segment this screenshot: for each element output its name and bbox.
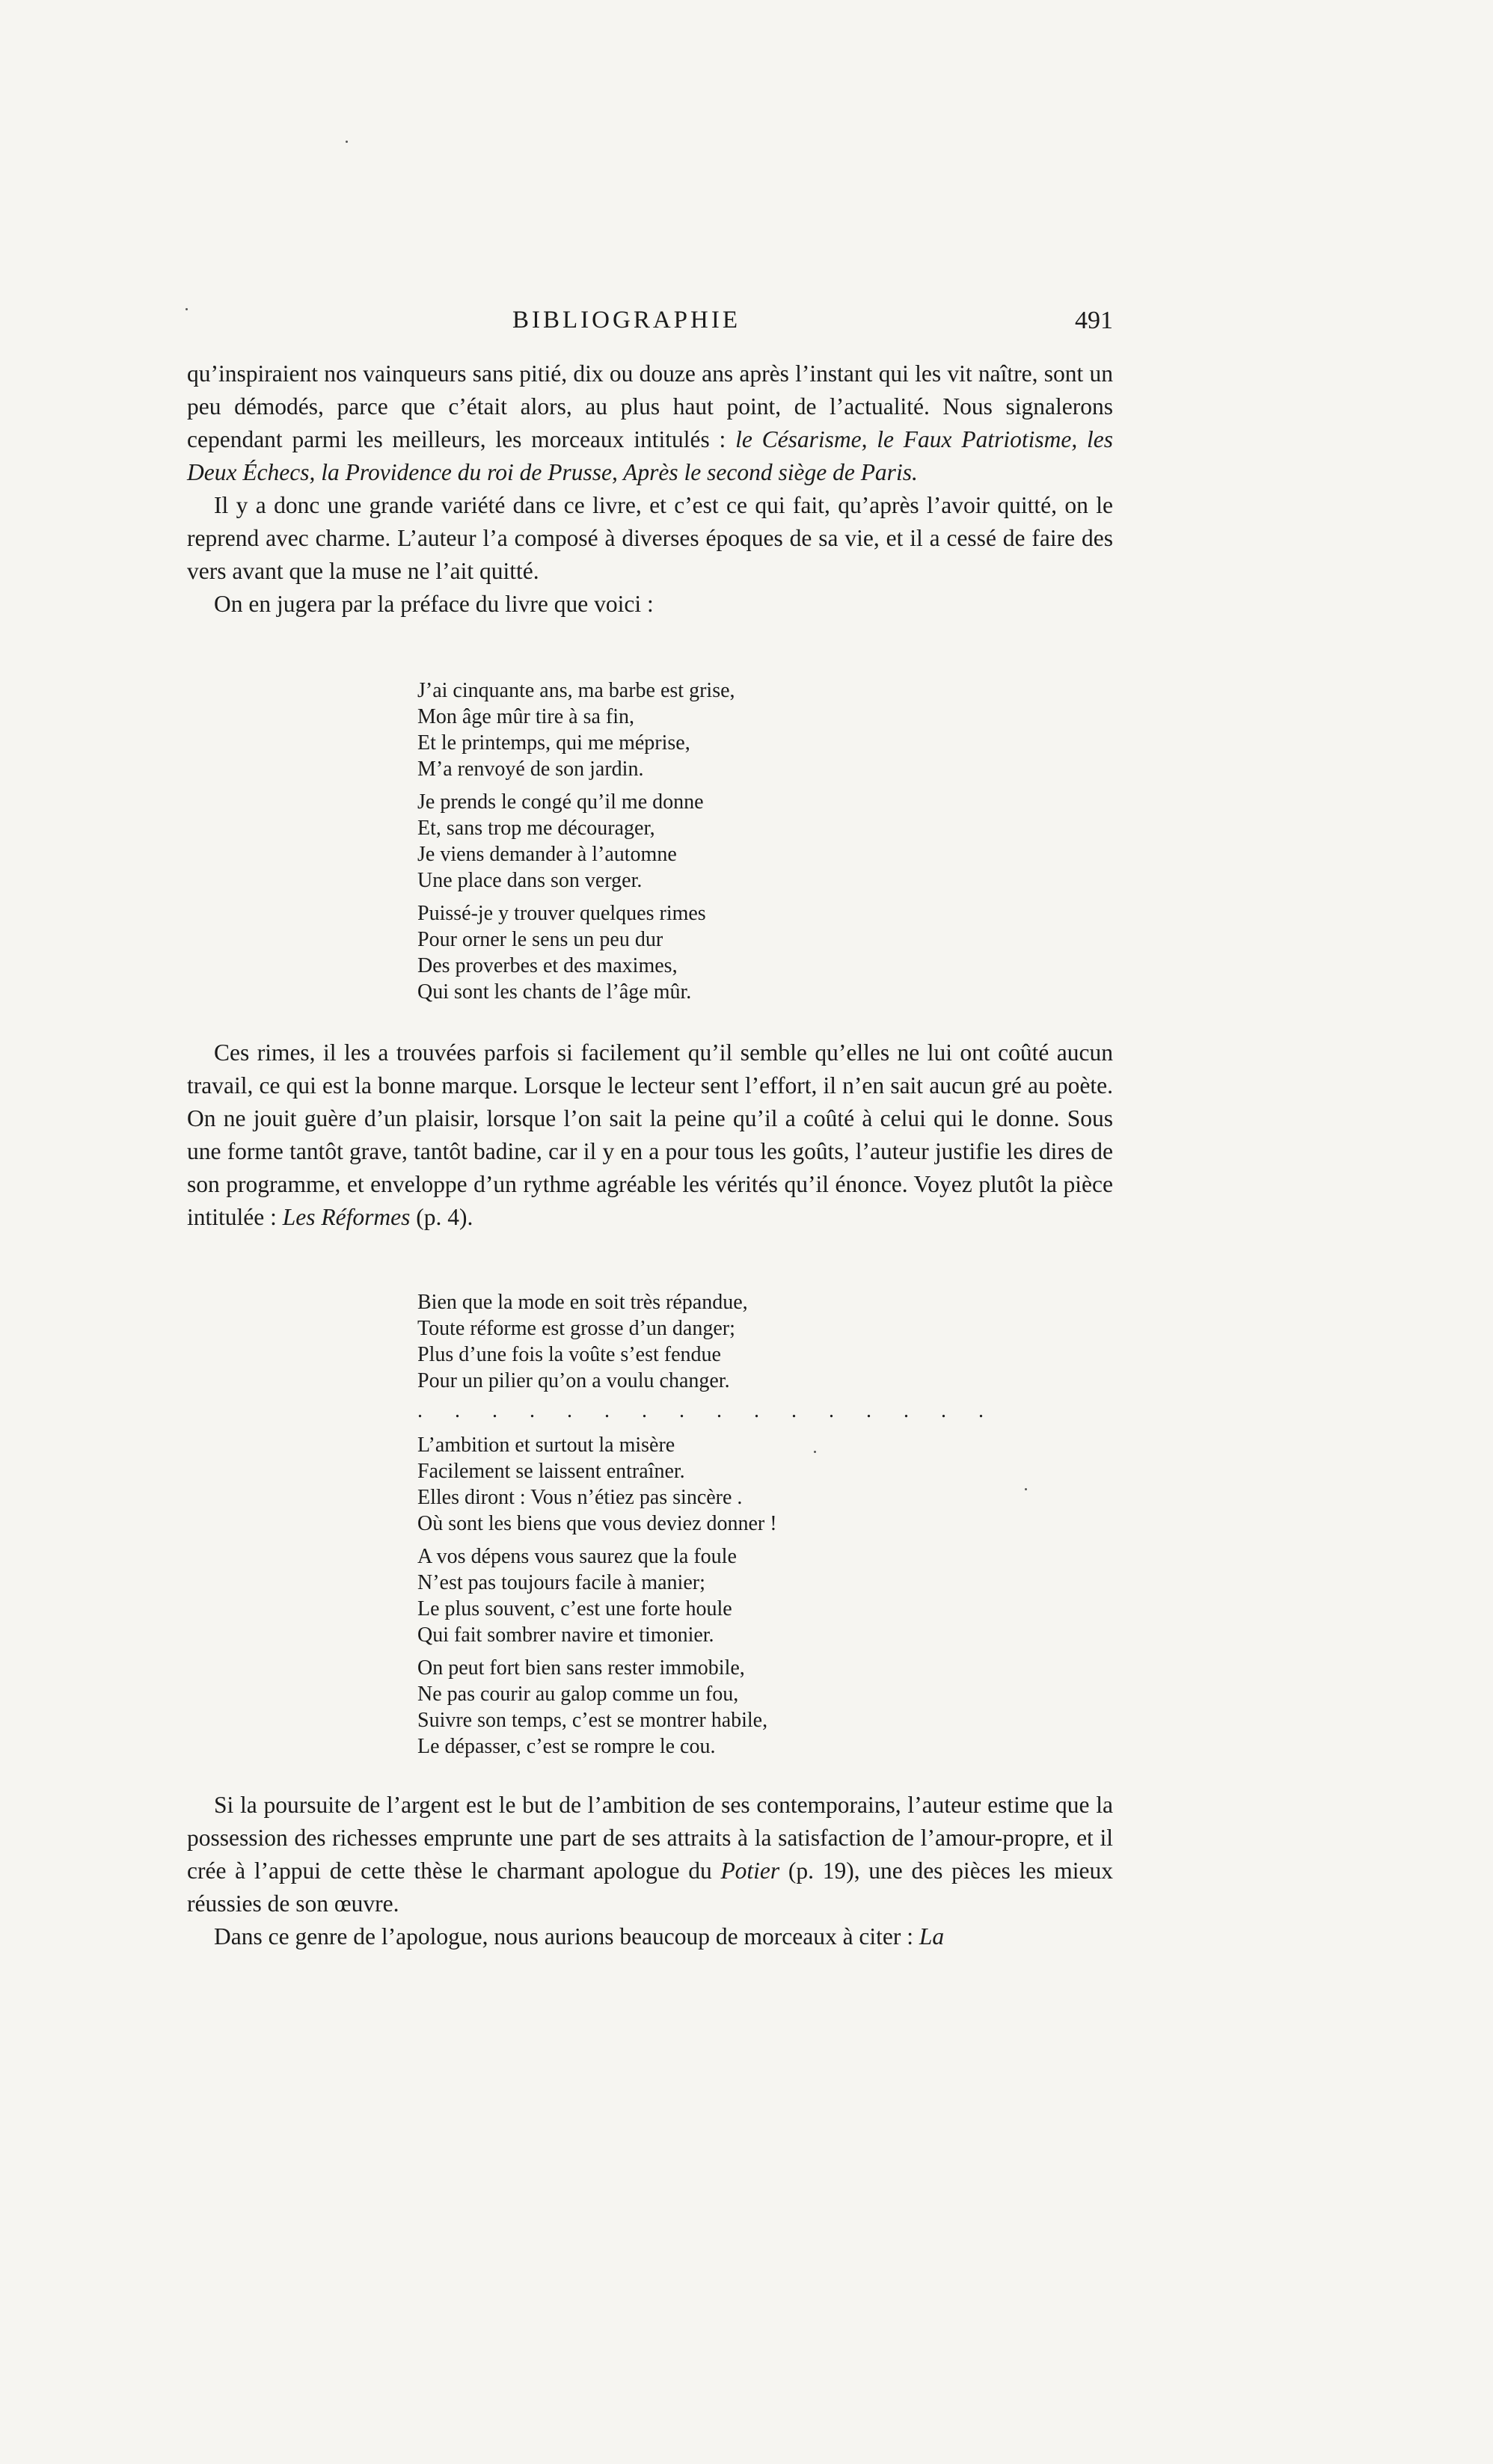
ellipsis-row: . . . . . . . . . . . . . . . . <box>417 1399 997 1422</box>
paragraph-5-text: Si la poursuite de l’argent est le but de l’ambition de ses contemporains, l’auteur estime que la possession des richesses emprunte une part de ses attraits à la satisfaction de l’amour-propre, et il crée à l’appui de cette thèse le charmant apologue du <box>187 1792 1113 1884</box>
verse-line: Et, sans trop me décourager, <box>417 817 655 840</box>
paragraph-4-ref: (p. 4). <box>410 1204 473 1230</box>
prose-block-1 <box>187 357 1113 621</box>
stanza <box>417 1543 956 1648</box>
poem-reformes <box>417 1289 997 1766</box>
stanza <box>417 678 956 782</box>
paragraph-6-italic: La <box>919 1923 945 1950</box>
prose-block-2 <box>187 1036 1113 1234</box>
paragraph-5-ref: (p. 19), une des pièces les mieux réussies de son œuvre. <box>187 1858 1113 1917</box>
verse-line: Mon âge mûr tire à sa fin, <box>417 705 635 728</box>
verse-line: Pour orner le sens un peu dur <box>417 928 663 951</box>
poem-preface <box>417 678 956 1012</box>
verse-line: Une place dans son verger. <box>417 869 643 892</box>
verse-line: Suivre son temps, c’est se montrer habile, <box>417 1709 768 1732</box>
paragraph-1 <box>187 357 1113 489</box>
verse-line: N’est pas toujours facile à manier; <box>417 1571 705 1594</box>
paragraph-5-title: Potier <box>720 1858 780 1884</box>
verse-line: Bien que la mode en soit très répandue, <box>417 1291 748 1314</box>
verse-line: J’ai cinquante ans, ma barbe est grise, <box>417 679 735 702</box>
paragraph-6 <box>187 1920 1113 1953</box>
paragraph-3: On en jugera par la préface du livre que voici : <box>214 591 654 617</box>
paragraph-2: Il y a donc une grande variété dans ce livre, et c’est ce qui fait, qu’après l’avoir quitté, on le reprend avec charme. L’auteur l’a composé à diverses époques de sa vie, et il a cessé de faire des vers avant que la muse ne l’ait quitté. <box>187 492 1113 584</box>
paragraph-5 <box>187 1789 1113 1920</box>
prose-block-3 <box>187 1789 1113 1953</box>
verse-line: Plus d’une fois la voûte s’est fendue <box>417 1343 721 1366</box>
verse-line: Et le printemps, qui me méprise, <box>417 731 690 755</box>
verse-line: Qui sont les chants de l’âge mûr. <box>417 980 692 1004</box>
paper-speck <box>1025 1488 1027 1490</box>
paper-speck <box>346 141 348 143</box>
verse-line: Je viens demander à l’automne <box>417 843 677 866</box>
paragraph-6-text: Dans ce genre de l’apologue, nous aurions beaucoup de morceaux à citer : <box>214 1923 919 1950</box>
stanza <box>417 1289 956 1394</box>
paragraph-4 <box>187 1036 1113 1234</box>
verse-line: Elles diront : Vous n’étiez pas sincère . <box>417 1486 743 1509</box>
verse-line: Puissé-je y trouver quelques rimes <box>417 902 706 925</box>
verse-line: Qui fait sombrer navire et timonier. <box>417 1623 714 1647</box>
page-number: 491 <box>1075 307 1113 334</box>
verse-line: Facilement se laissent entraîner. <box>417 1460 685 1483</box>
running-title: BIBLIOGRAPHIE <box>512 307 741 334</box>
verse-line: Toute réforme est grosse d’un danger; <box>417 1317 735 1340</box>
stanza <box>417 1655 956 1760</box>
stanza <box>417 1432 956 1537</box>
verse-line: Le plus souvent, c’est une forte houle <box>417 1597 732 1620</box>
verse-line: On peut fort bien sans rester immobile, <box>417 1656 745 1680</box>
paragraph-1-titles: le Césarisme, le Faux Patriotisme, les Deux Échecs, la Providence du roi de Prusse, Après le second siège de Paris. <box>187 426 1113 485</box>
verse-line: M’a renvoyé de son jardin. <box>417 758 644 781</box>
verse-line: Des proverbes et des maximes, <box>417 954 678 977</box>
paragraph-4-title: Les Réformes <box>282 1204 411 1230</box>
stanza <box>417 900 956 1005</box>
verse-line: Où sont les biens que vous deviez donner ! <box>417 1512 777 1535</box>
verse-line: Je prends le congé qu’il me donne <box>417 790 704 814</box>
verse-line: Le dépasser, c’est se rompre le cou. <box>417 1735 716 1758</box>
paragraph-1-text: qu’inspiraient nos vainqueurs sans pitié, dix ou douze ans après l’instant qui les vit naître, sont un peu démodés, parce que c’était alors, au plus haut point, de l’actualité. Nous signalerons cependant parmi les meilleurs, les morceaux intitulés : <box>187 360 1113 452</box>
verse-line: A vos dépens vous saurez que la foule <box>417 1545 737 1568</box>
verse-line: Pour un pilier qu’on a voulu changer. <box>417 1369 730 1392</box>
paragraph-4-text: Ces rimes, il les a trouvées parfois si facilement qu’il semble qu’elles ne lui ont coûté aucun travail, ce qui est la bonne marque. Lorsque le lecteur sent l’effort, il n’en sait aucun gré au poète. On ne jouit guère d’un plaisir, lorsque l’on sait la peine qu’il a coûté à celui qui le donne. Sous une forme tantôt grave, tantôt badine, car il y en a pour tous les goûts, l’auteur justifie les dires de son programme, et enveloppe d’un rythme agréable les vérités qu’il énonce. Voyez plutôt la pièce intitulée : <box>187 1039 1113 1230</box>
verse-line: L’ambition et surtout la misère <box>417 1434 675 1457</box>
stanza <box>417 789 956 894</box>
verse-line: Ne pas courir au galop comme un fou, <box>417 1683 739 1706</box>
running-header <box>187 307 1113 344</box>
